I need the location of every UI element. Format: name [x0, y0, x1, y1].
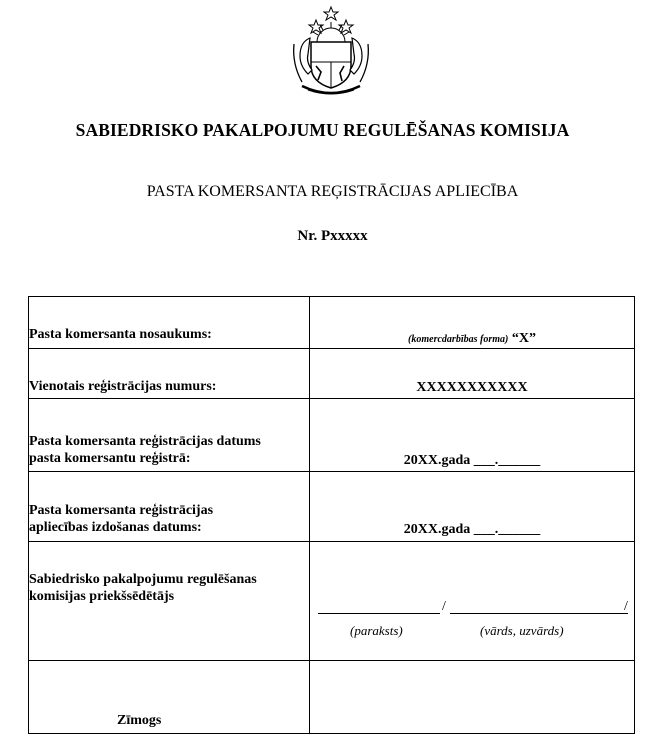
signature-cell [310, 542, 635, 661]
company-name-placeholder: “X” [511, 331, 536, 346]
chairperson-label-line1: Sabiedrisko pakalpojumu regulēšanas [29, 572, 257, 587]
row-registration-number [29, 349, 635, 399]
stamp-cell [310, 661, 635, 734]
business-form-placeholder: (komercdarbības forma) [408, 334, 509, 345]
coat-of-arms-icon [286, 4, 376, 96]
stamp-label: Zīmogs [29, 661, 310, 734]
row-company-name [29, 297, 635, 349]
issue-date-value: 20XX.gada ___.______ [310, 472, 635, 542]
name-separator: / [624, 599, 628, 614]
chairperson-label [29, 542, 310, 661]
registration-number-value: XXXXXXXXXXX [310, 349, 635, 399]
registration-date-label-line1: Pasta komersanta reģistrācijas datums [29, 434, 261, 449]
registration-date-label-line2: pasta komersantu reģistrā: [29, 451, 191, 466]
row-registration-date [29, 399, 635, 472]
registration-date-label [29, 399, 310, 472]
row-chairperson [29, 542, 635, 661]
row-stamp [29, 661, 635, 734]
issue-date-label-line1: Pasta komersanta reģistrācijas [29, 503, 214, 518]
name-line [450, 613, 628, 614]
name-caption: (vārds, uzvārds) [480, 623, 564, 638]
issue-date-label [29, 472, 310, 542]
registration-date-value: 20XX.gada ___.______ [310, 399, 635, 472]
certificate-title: PASTA KOMERSANTA REĢISTRĀCIJAS APLIECĪBA [146, 183, 519, 200]
organization-title: SABIEDRISKO PAKALPOJUMU REGULĒŠANAS KOMISIJA [75, 120, 570, 140]
signature-line [318, 613, 440, 614]
registration-form-table [28, 296, 635, 734]
row-issue-date [29, 472, 635, 542]
certificate-number: Nr. Pxxxxx [297, 228, 368, 244]
issue-date-label-line2: apliecības izdošanas datums: [29, 520, 202, 535]
signature-separator: / [442, 599, 446, 614]
registration-number-label: Vienotais reģistrācijas numurs: [29, 349, 310, 399]
signature-caption: (paraksts) [350, 623, 403, 638]
company-name-value [310, 297, 635, 349]
company-name-label: Pasta komersanta nosaukums: [29, 297, 310, 349]
chairperson-label-line2: komisijas priekšsēdētājs [29, 589, 175, 604]
